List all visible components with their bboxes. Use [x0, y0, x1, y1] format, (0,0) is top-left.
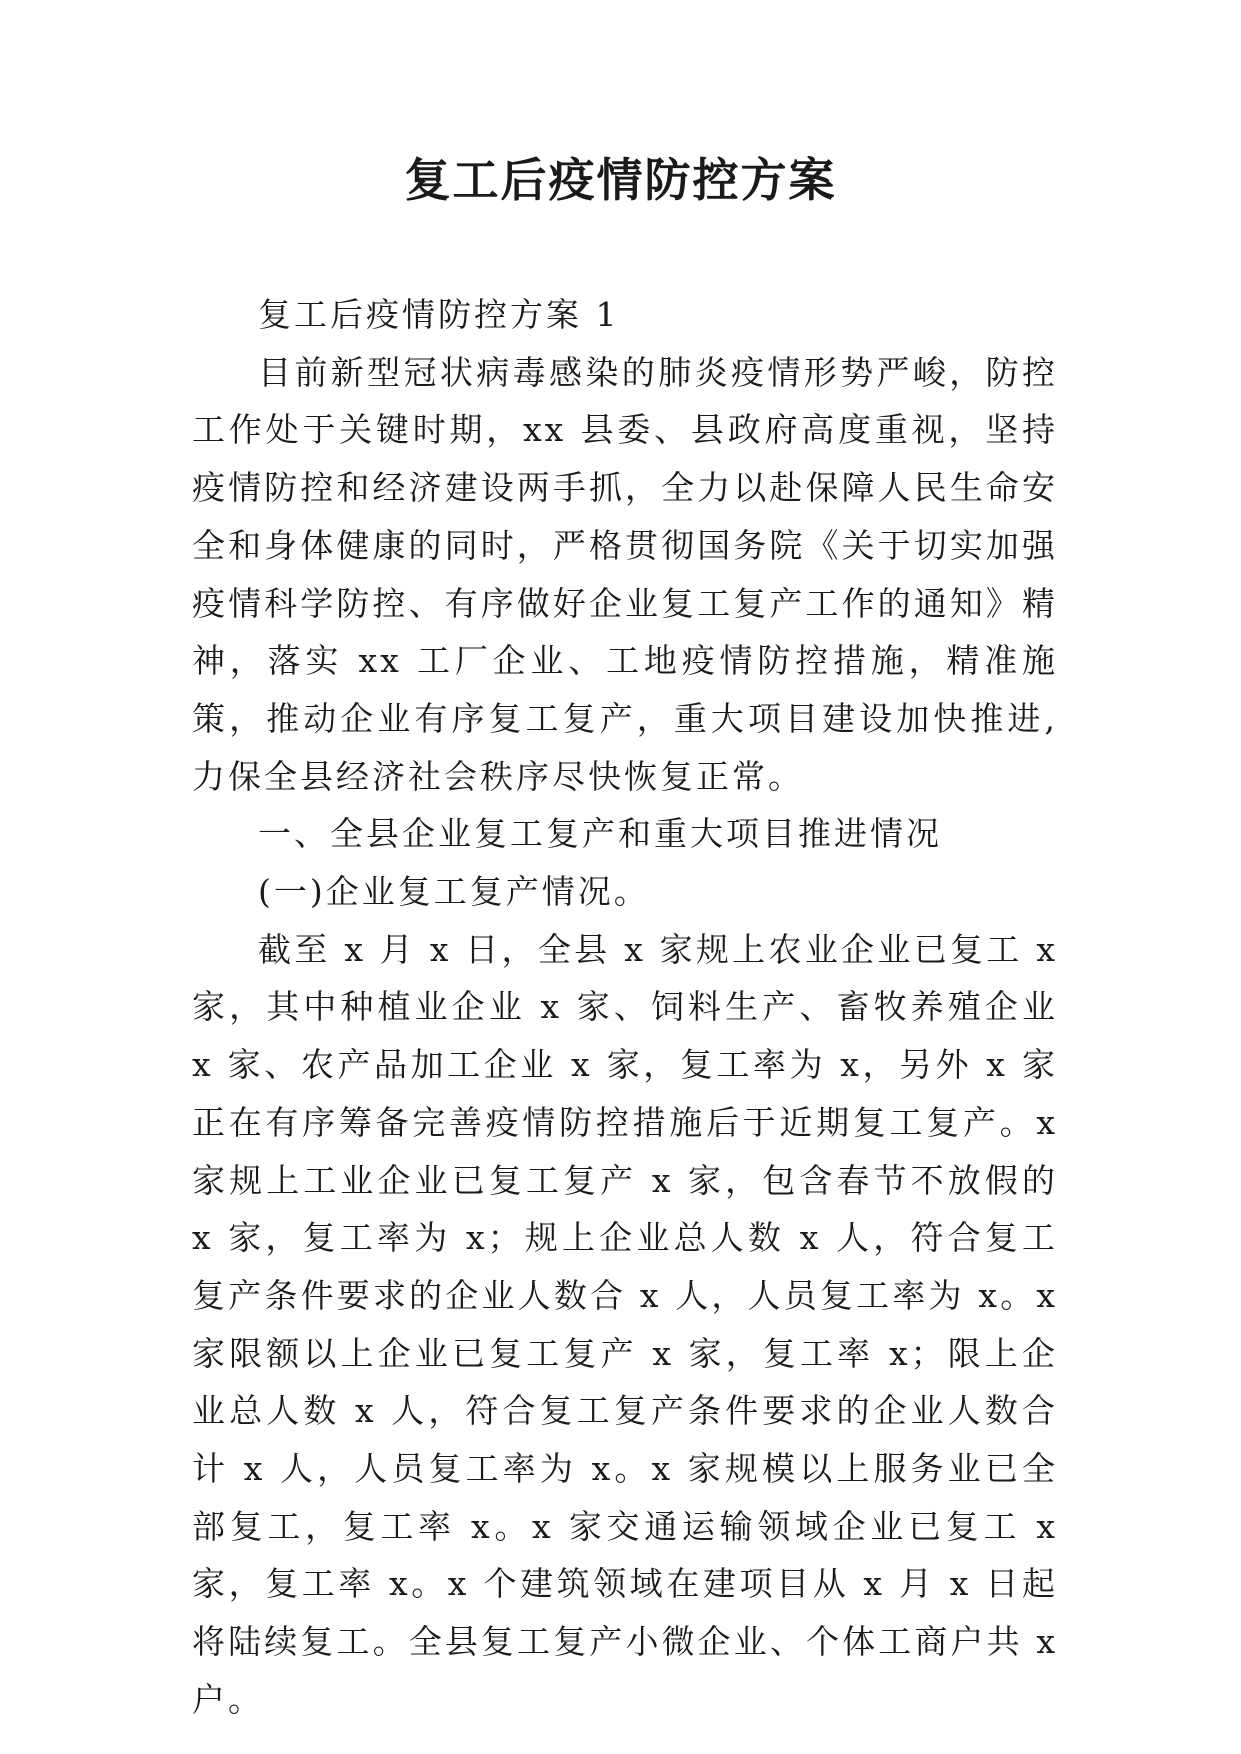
document-title: 复工后疫情防控方案 [404, 153, 837, 207]
document-body [192, 286, 1058, 1729]
subsection-heading-1: (一)企业复工复产情况。 [258, 872, 650, 912]
intro-paragraph: 目前新型冠状病毒感染的肺炎疫情形势严峻，防控工作处于关键时期，xx 县委、县政府高度重视，坚持疫情防控和经济建设两手抓，全力以赴保障人民生命安全和身体健康的同时，严格贯彻国务院《关于切实加强疫情科学防控、有序做好企业复工复产工作的通知》精神，落实 xx 工厂企业、工地疫情防控措施，精准施策，推动企业有序复工复产，重大项目建设加快推进,力保全县经济社会秩序尽快恢复正常。 [192, 352, 1058, 796]
section-heading-1: 一、全县企业复工复产和重大项目推进情况 [258, 814, 942, 854]
section-heading-plan-1: 复工后疫情防控方案 1 [258, 295, 620, 334]
resumption-paragraph: 截至 x 月 x 日，全县 x 家规上农业企业已复工 x 家，其中种植业企业 x 家、饲料生产、畜牧养殖企业 x 家、农产品加工企业 x 家，复工率为 x，另外 x 家正在有序筹备完善疫情防控措施后于近期复工复产。x 家规上工业企业已复工复产 x 家，包含春节不放假的 x 家，复工率为 x；规上企业总人数 x 人，符合复工复产条件要求的企业人数合 x 人，人员复工率为 x。x 家限额以上企业已复工复产 x 家，复工率 x；限上企业总人数 x 人，符合复工复产条件要求的企业人数合计 x 人，人员复工率为 x。x 家规模以上服务业已全部复工，复工率 x。x 家交通运输领域企业已复工 x 家，复工率 x。x 个建筑领域在建项目从 x 月 x 日起将陆续复工。全县复工复产小微企业、个体工商户共 x 户。 [192, 929, 1058, 1719]
